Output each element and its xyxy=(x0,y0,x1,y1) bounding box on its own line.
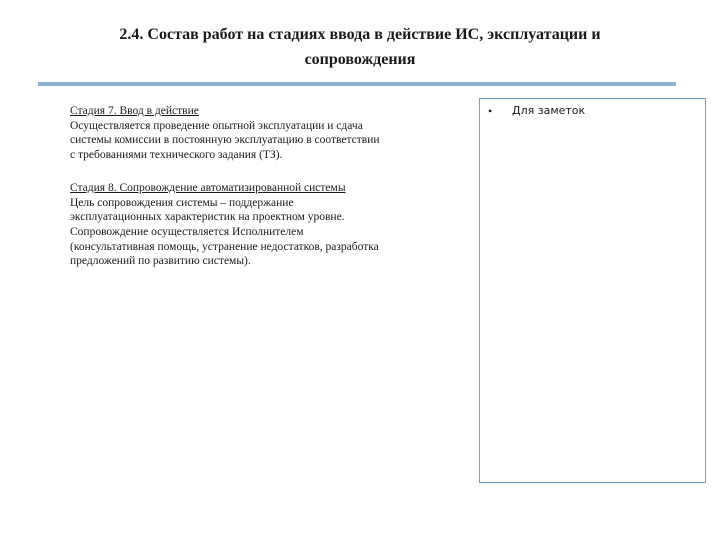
notes-label: Для заметок xyxy=(512,104,586,117)
stage-7-block xyxy=(70,104,460,163)
content-column xyxy=(70,104,460,287)
stage-7-heading: Стадия 7. Ввод в действие xyxy=(70,105,199,117)
stage-8-block xyxy=(70,181,460,269)
stage-8-line-5: предложений по развитию системы). xyxy=(70,255,251,268)
stage-8-line-4: (консультативная помощь, устранение недостатков, разработка xyxy=(70,240,379,253)
stage-8-line-3: Сопровождение осуществляется Исполнителем xyxy=(70,225,304,238)
stage-8-line-2: эксплуатационных характеристик на проектном уровне. xyxy=(70,211,345,224)
stage-8-line-1: Цель сопровождения системы – поддержание xyxy=(70,196,294,209)
slide-title-line-1: 2.4. Состав работ на стадиях ввода в действие ИС, эксплуатации и xyxy=(119,26,601,43)
stage-7-line-1: Осуществляется проведение опытной эксплуатации и сдача xyxy=(70,119,363,132)
stage-7-line-3: с требованиями технического задания (ТЗ). xyxy=(70,149,283,162)
slide-title-line-2: сопровождения xyxy=(304,51,416,68)
notes-box xyxy=(479,98,706,483)
stage-7-line-2: системы комиссии в постоянную эксплуатацию в соответствии xyxy=(70,134,380,147)
notes-bullet: • xyxy=(488,104,493,118)
title-divider xyxy=(38,82,676,86)
stage-8-heading: Стадия 8. Сопровождение автоматизированной системы xyxy=(70,181,346,194)
slide-title xyxy=(60,22,660,72)
